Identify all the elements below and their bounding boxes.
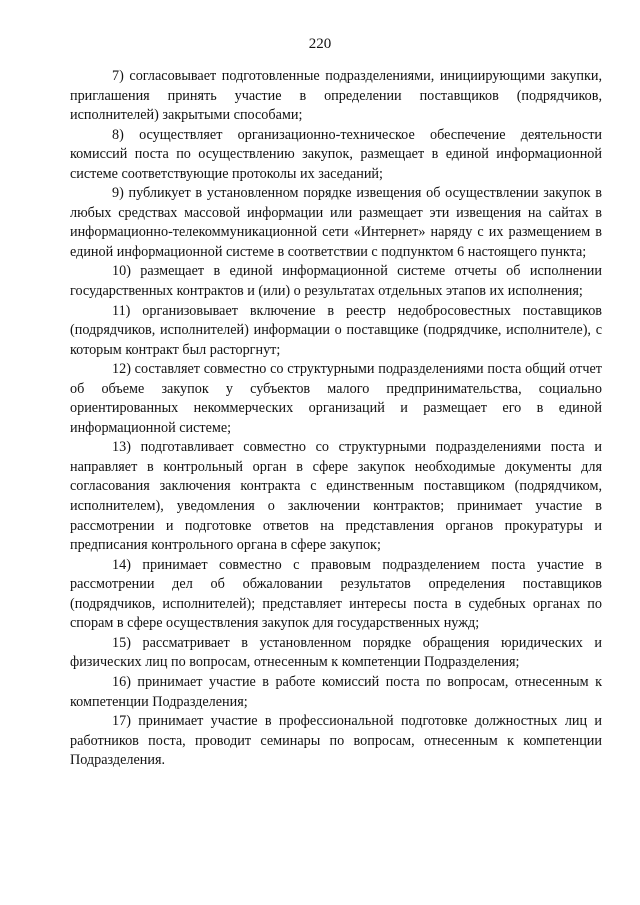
list-item-12: 12) составляет совместно со структурными подразделениями поста общий отчет об объеме закупок у субъектов малого предпринимательства, социально ориентированных некоммерческих организаций и размещает его в единой информационной системе; (70, 361, 602, 436)
list-item-7: 7) согласовывает подготовленные подразделениями, инициирующими закупки, приглашения принять участие в определении поставщиков (подрядчиков, исполнителей) закрытыми способами; (70, 68, 602, 124)
list-item-16: 16) принимает участие в работе комиссий поста по вопросам, отнесенным к компетенции Подразделения; (70, 673, 602, 710)
list-item-8: 8) осуществляет организационно-техническое обеспечение деятельности комиссий поста по осуществлению закупок, размещает в единой информационной системе соответствующие протоколы их заседаний; (70, 126, 602, 182)
list-item-15: 15) рассматривает в установленном порядке обращения юридических и физических лиц по вопросам, отнесенным к компетенции Подразделения; (70, 634, 602, 671)
list-item-13: 13) подготавливает совместно со структурными подразделениями поста и направляет в контрольный орган в сфере закупок необходимые документы для согласования заключения контракта с единственным поставщиком (подрядчиком, исполнителем), уведомления о заключении контрактов; принимает участие в рассмотрении и подготовке ответов на представления органов прокуратуры и предписания контрольного органа в сфере закупок; (70, 439, 602, 554)
list-item-11: 11) организовывает включение в реестр недобросовестных поставщиков (подрядчиков, исполнителей) информации о поставщике (подрядчике, исполнителе), с которым контракт был расторгнут; (70, 302, 602, 358)
list-item-14: 14) принимает совместно с правовым подразделением поста участие в рассмотрении дел об обжаловании результатов определения поставщиков (подрядчиков, исполнителей); представляет интересы поста в судебных органах по спорам в сфере осуществления закупок для государственных нужд; (70, 556, 602, 632)
list-item-17: 17) принимает участие в профессиональной подготовке должностных лиц и работников поста, проводит семинары по вопросам, отнесенным к компетенции Подразделения. (70, 713, 602, 769)
document-body (70, 67, 602, 771)
list-item-9: 9) публикует в установленном порядке извещения об осуществлении закупок в любых средствах массовой информации или размещает эти извещения на сайтах в информационно-телекоммуникационной сети «Интернет» наряду с их размещением в единой информационной системе в соответствии с подпунктом 6 настоящего пункта; (70, 185, 602, 260)
page-number: 220 (308, 36, 332, 52)
list-item-10: 10) размещает в единой информационной системе отчеты об исполнении государственных контрактов и (или) о результатах отдельных этапов их исполнения; (70, 263, 602, 300)
